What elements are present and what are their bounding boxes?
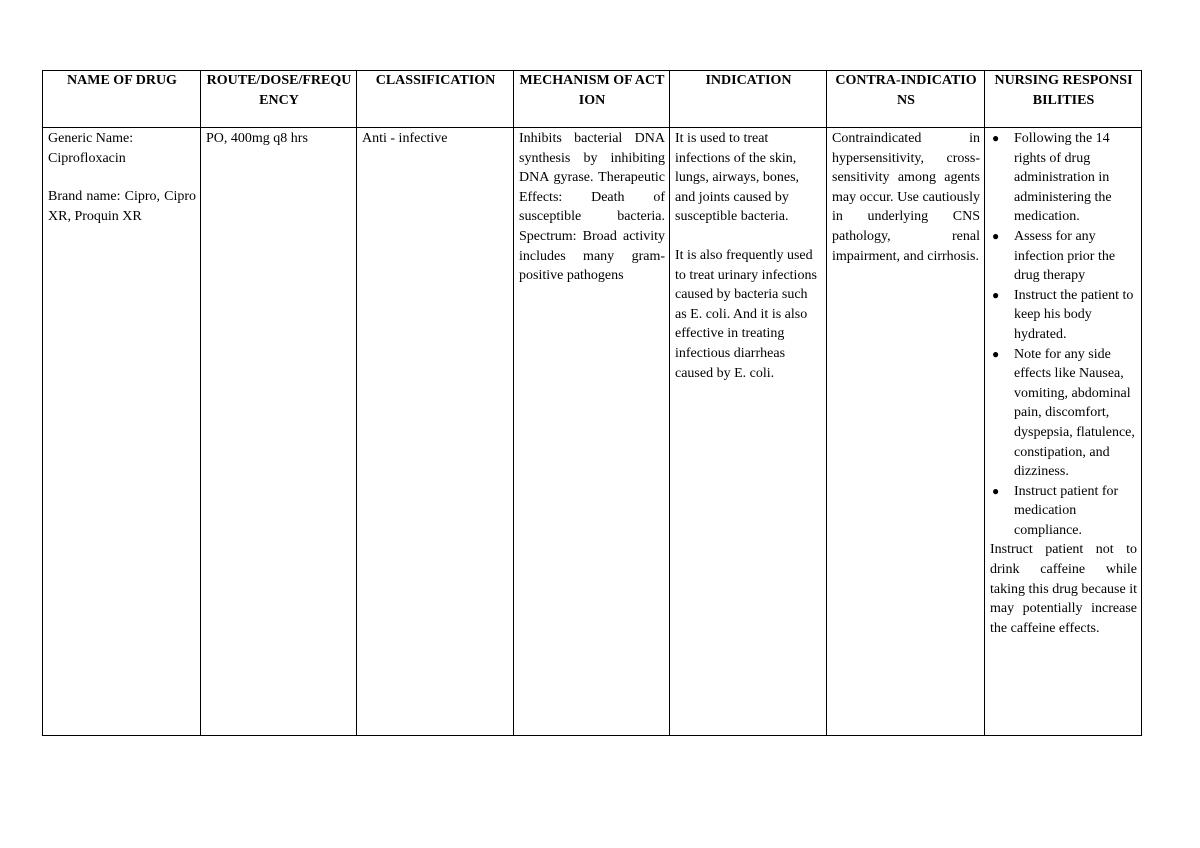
bullet-icon: ● — [992, 228, 1000, 243]
table-row — [43, 128, 1142, 736]
list-item-text: Instruct patient for medication compliance. — [1014, 483, 1119, 538]
contraindications-text: Contraindicated in hypersensitivity, cross-sensitivity among agents may occur. Use cautiously in underlying CNS pathology, renal impairment, and cirrhosis. — [832, 131, 980, 264]
list-item-text: Instruct the patient to keep his body hydrated. — [1014, 287, 1134, 342]
cell-name-of-drug — [43, 128, 201, 736]
nursing-note: Instruct patient not to drink caffeine while taking this drug because it may potentially increase the caffeine effects. — [990, 542, 1137, 636]
bullet-icon: ● — [992, 483, 1000, 498]
bullet-icon: ● — [992, 131, 1000, 145]
header-mechanism-of-action: MECHANISM OF ACTION — [514, 71, 670, 128]
list-item-text: Following the 14 rights of drug administration in administering the medication. — [1014, 131, 1112, 225]
cell-nursing-responsibilities — [985, 128, 1142, 736]
header-indication: INDICATION — [670, 71, 827, 128]
indication-paragraph: It is also frequently used to treat urinary infections caused by bacteria such as E. coli. And it is also effective in treating infectious diarrheas caused by E. coli. — [675, 247, 817, 381]
mechanism-text: Inhibits bacterial DNA synthesis by inhibiting DNA gyrase. Therapeutic Effects: Death of susceptible bacteria. Spectrum: Broad activity includes many gram-positive pathogens — [519, 131, 665, 284]
header-row — [43, 71, 1142, 128]
list-item — [992, 482, 1137, 541]
list-item — [992, 345, 1137, 482]
brand-name: Brand name: Cipro, Cipro XR, Proquin XR — [48, 189, 196, 224]
route-dose-frequency-text: PO, 400mg q8 hrs — [206, 131, 308, 146]
cell-contraindications — [827, 128, 985, 736]
nursing-responsibilities-list — [990, 129, 1137, 540]
cell-classification — [357, 128, 514, 736]
bullet-icon: ● — [992, 346, 1000, 361]
bullet-icon: ● — [992, 287, 1000, 302]
generic-name-value: Ciprofloxacin — [48, 150, 126, 166]
header-classification: CLASSIFICATION — [357, 71, 514, 128]
list-item — [992, 129, 1137, 227]
list-item-text: Assess for any infection prior the drug therapy — [1014, 228, 1116, 284]
list-item-text: Note for any side effects like Nausea, vomiting, abdominal pain, discomfort, dyspepsia, flatulence, constipation, and dizziness. — [1014, 346, 1135, 480]
header-name-of-drug: NAME OF DRUG — [43, 71, 201, 128]
list-item — [992, 227, 1137, 286]
cell-indication — [670, 128, 827, 736]
indication-paragraph: It is used to treat infections of the skin, lungs, airways, bones, and joints caused by susceptible bacteria. — [675, 131, 800, 225]
cell-route-dose-frequency — [201, 128, 357, 736]
header-contraindications: CONTRA-INDICATIONS — [827, 71, 985, 128]
header-nursing-responsibilities: NURSING RESPONSIBILITIES — [985, 71, 1142, 128]
list-item — [992, 286, 1137, 345]
generic-name-label: Generic Name: — [48, 131, 134, 146]
drug-study-table — [42, 70, 1142, 736]
classification-text: Anti - infective — [362, 131, 448, 146]
header-route-dose-frequency: ROUTE/DOSE/FREQUENCY — [201, 71, 357, 128]
cell-mechanism-of-action — [514, 128, 670, 736]
